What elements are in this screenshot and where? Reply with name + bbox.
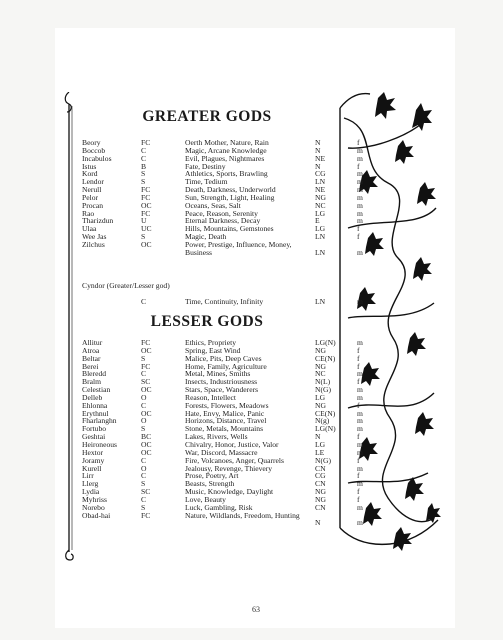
god-sex: m	[357, 447, 363, 457]
god-sex: m	[357, 518, 363, 528]
god-name: Celestian	[82, 385, 111, 395]
god-sex: f	[357, 400, 360, 410]
god-name: Erythnul	[82, 408, 109, 418]
god-alignment: NG	[315, 345, 326, 355]
god-sex: f	[357, 361, 360, 371]
page-number: 63	[252, 605, 260, 614]
god-portfolio: Home, Family, Agriculture	[185, 361, 267, 371]
god-name: Kurell	[82, 463, 102, 473]
god-alignment: N	[315, 432, 321, 442]
god-type: FC	[141, 208, 151, 218]
left-border-ornament	[62, 92, 76, 562]
god-portfolio: Power, Prestige, Influence, Money, Business	[185, 239, 292, 257]
god-alignment: CG	[315, 471, 326, 481]
god-sex: f	[357, 494, 360, 504]
god-alignment: LN	[315, 247, 326, 257]
god-name: Wee Jas	[82, 232, 107, 242]
god-name: Beory	[82, 138, 101, 147]
god-name: Geshtai	[82, 432, 106, 442]
god-portfolio: Ethics, Propriety	[185, 338, 237, 347]
god-sex: m	[357, 408, 363, 418]
god-alignment: NC	[315, 200, 326, 210]
god-alignment: NE	[315, 153, 326, 163]
god-portfolio: Magic, Arcane Knowledge	[185, 145, 267, 155]
god-sex: m	[357, 416, 363, 426]
god-name: Fharlanghn	[82, 416, 117, 426]
god-portfolio: Music, Knowledge, Daylight	[185, 487, 274, 497]
god-alignment: N(g)	[315, 416, 330, 426]
god-type: C	[141, 153, 147, 163]
god-name: Kord	[82, 169, 98, 179]
god-alignment: NG	[315, 494, 326, 504]
god-portfolio: Reason, Intellect	[185, 392, 237, 402]
god-name: Boccob	[82, 145, 106, 155]
god-sex: m	[357, 185, 363, 195]
god-type: C	[141, 455, 147, 465]
greater-gods-heading: GREATER GODS	[142, 108, 272, 125]
god-alignment: CG	[315, 169, 326, 179]
god-portfolio: Athletics, Sports, Brawling	[185, 169, 268, 179]
god-sex: m	[357, 192, 363, 202]
god-type: SC	[141, 487, 151, 497]
god-sex: m	[357, 177, 363, 187]
god-sex: m	[357, 392, 363, 402]
god-type: B	[141, 161, 147, 171]
god-portfolio: Horizons, Distance, Travel	[185, 416, 267, 426]
god-name: Obad-hai	[82, 510, 111, 520]
god-name: Procan	[82, 200, 104, 210]
god-name: Joramy	[82, 455, 105, 465]
god-sex: m	[357, 169, 363, 179]
god-alignment: LG(N)	[315, 338, 336, 347]
god-portfolio: Forests, Flowers, Meadows	[185, 400, 269, 410]
god-name: Llerg	[82, 479, 99, 489]
god-type: FC	[141, 185, 151, 195]
god-alignment: CN	[315, 463, 326, 473]
god-alignment: NG	[315, 400, 326, 410]
god-name: Atroa	[82, 345, 100, 355]
god-sex: f	[357, 138, 360, 147]
god-type: C	[141, 400, 147, 410]
god-portfolio: Stars, Space, Wanderers	[185, 385, 259, 395]
god-type: S	[141, 353, 146, 363]
god-type: O	[141, 416, 147, 426]
god-name: Fortubo	[82, 424, 107, 434]
god-sex: f	[357, 432, 360, 442]
god-portfolio: Beasts, Strength	[185, 479, 235, 489]
god-portfolio: Spring, East Wind	[185, 345, 241, 355]
god-portfolio: Time, Tedium	[185, 177, 228, 187]
god-sex: m	[357, 208, 363, 218]
god-sex: m	[357, 369, 363, 379]
god-sex: f	[357, 377, 360, 387]
god-type: O	[141, 463, 147, 473]
god-name: Heironeous	[82, 439, 118, 449]
god-name: Norebo	[82, 502, 105, 512]
god-type: OC	[141, 200, 152, 210]
god-alignment: LG	[315, 224, 326, 234]
god-alignment: E	[315, 216, 320, 226]
god-portfolio: Fire, Volcanoes, Anger, Quarrels	[185, 455, 284, 465]
god-portfolio: Peace, Reason, Serenity	[185, 208, 258, 218]
god-type: C	[141, 494, 147, 504]
god-sex: f	[357, 224, 360, 234]
god-alignment: LG(N)	[315, 424, 336, 434]
god-type: S	[141, 479, 146, 489]
god-portfolio: Jealousy, Revenge, Thievery	[185, 463, 273, 473]
god-alignment: N	[315, 145, 321, 155]
god-alignment: CE(N)	[315, 408, 336, 418]
god-sex: m	[357, 297, 363, 306]
god-sex: m	[357, 439, 363, 449]
god-alignment: NG	[315, 361, 326, 371]
god-sex: f	[357, 345, 360, 355]
god-alignment: N(G)	[315, 385, 332, 395]
god-portfolio: Insects, Industriousness	[185, 377, 258, 387]
god-portfolio: Hills, Mountains, Gemstones	[185, 224, 274, 234]
god-type: C	[141, 471, 147, 481]
god-portfolio: Death, Darkness, Underworld	[185, 185, 276, 195]
god-sex: m	[357, 200, 363, 210]
god-portfolio: Nature, Wildlands, Freedom, Hunting	[185, 510, 300, 520]
god-alignment: NE	[315, 185, 326, 195]
god-type: C	[141, 369, 147, 379]
god-portfolio: Oceans, Seas, Salt	[185, 200, 241, 210]
god-name: Allitur	[82, 338, 103, 347]
god-alignment: N	[315, 138, 321, 147]
god-name: Ulaa	[82, 224, 97, 234]
god-name: Bralm	[82, 377, 101, 387]
god-sex: m	[357, 463, 363, 473]
god-alignment: LN	[315, 297, 326, 306]
god-name: Hextor	[82, 447, 104, 457]
god-sex: m	[357, 145, 363, 155]
god-portfolio: Sun, Strength, Light, Healing	[185, 192, 275, 202]
god-portfolio: Chivalry, Honor, Justice, Valor	[185, 439, 279, 449]
god-type: OC	[141, 239, 152, 249]
god-sex: f	[357, 232, 360, 242]
god-sex: f	[357, 161, 360, 171]
god-alignment: N(G)	[315, 455, 332, 465]
god-type: OC	[141, 447, 152, 457]
god-sex: m	[357, 153, 363, 163]
god-alignment: N	[315, 161, 321, 171]
god-type: FC	[141, 138, 151, 147]
god-type: OC	[141, 385, 152, 395]
god-portfolio: Love, Beauty	[185, 494, 226, 504]
god-type: S	[141, 177, 146, 187]
god-portfolio: Fate, Destiny	[185, 161, 226, 171]
god-sex: m	[357, 424, 363, 434]
god-portfolio: Evil, Plagues, Nightmares	[185, 153, 265, 163]
god-name: Myhriss	[82, 494, 107, 504]
god-alignment: CN	[315, 502, 326, 512]
god-type: UC	[141, 224, 152, 234]
god-sex: m	[357, 338, 363, 347]
god-name: Delleb	[82, 392, 103, 402]
god-name: Istus	[82, 161, 97, 171]
god-name: Beltar	[82, 353, 101, 363]
god-type: SC	[141, 377, 151, 387]
vine-border-ornament	[338, 88, 446, 556]
god-portfolio: Luck, Gambling, Risk	[185, 502, 253, 512]
god-portfolio: Prose, Poetry, Art	[185, 471, 239, 481]
god-type: S	[141, 169, 146, 179]
god-sex: m	[357, 479, 363, 489]
god-portfolio: Time, Continuity, Infinity	[185, 297, 264, 306]
god-alignment: LG	[315, 392, 326, 402]
god-type: C	[141, 297, 147, 306]
god-alignment: NC	[315, 369, 326, 379]
god-name: Pelor	[82, 192, 99, 202]
god-alignment: N	[315, 518, 321, 528]
god-portfolio: Stone, Metals, Mountains	[185, 424, 264, 434]
god-portfolio: War, Discord, Massacre	[185, 447, 258, 457]
god-type: BC	[141, 432, 152, 442]
god-alignment: LG	[315, 439, 326, 449]
god-sex: f	[357, 455, 360, 465]
god-type: FC	[141, 361, 151, 371]
god-portfolio: Metal, Mines, Smiths	[185, 369, 251, 379]
god-alignment: NG	[315, 487, 326, 497]
god-type: FC	[141, 510, 151, 520]
god-sex: m	[357, 502, 363, 512]
god-alignment: LN	[315, 177, 326, 187]
god-name: Berei	[82, 361, 99, 371]
god-name: Bleredd	[82, 369, 107, 379]
god-name: Zilchus	[82, 239, 105, 249]
god-name: Tharizdun	[82, 216, 114, 226]
god-portfolio: Malice, Pits, Deep Caves	[185, 353, 262, 363]
lesser-gods-heading: LESSER GODS	[150, 313, 264, 330]
god-type: OC	[141, 408, 152, 418]
god-name: Rao	[82, 208, 95, 218]
god-type: OC	[141, 345, 152, 355]
god-name: Lydia	[82, 487, 100, 497]
god-alignment: LN	[315, 232, 326, 242]
god-type: FC	[141, 338, 151, 347]
god-portfolio: Hate, Envy, Malice, Panic	[185, 408, 265, 418]
god-name: Incabulos	[82, 153, 112, 163]
god-sex: f	[357, 353, 360, 363]
god-type: S	[141, 502, 146, 512]
god-type: U	[141, 216, 147, 226]
god-type: O	[141, 392, 147, 402]
god-alignment: NG	[315, 192, 326, 202]
god-sex: f	[357, 487, 360, 497]
god-type: S	[141, 232, 146, 242]
god-sex: m	[357, 216, 363, 226]
god-name: Nerull	[82, 185, 102, 195]
god-portfolio: Eternal Darkness, Decay	[185, 216, 261, 226]
god-portfolio: Magic, Death	[185, 232, 227, 242]
god-alignment: N(L)	[315, 377, 331, 387]
god-sex: f	[357, 471, 360, 481]
god-alignment: CE(N)	[315, 353, 336, 363]
god-portfolio: Lakes, Rivers, Wells	[185, 432, 248, 442]
god-portfolio: Oerth Mother, Nature, Rain	[185, 138, 269, 147]
god-type: C	[141, 145, 147, 155]
god-type: OC	[141, 439, 152, 449]
god-alignment: CN	[315, 479, 326, 489]
god-sex: m	[357, 247, 363, 257]
god-alignment: LE	[315, 447, 325, 457]
god-type: FC	[141, 192, 151, 202]
god-type: S	[141, 424, 146, 434]
god-name: Ehlonna	[82, 400, 108, 410]
god-sex: m	[357, 385, 363, 395]
god-name: Lirr	[82, 471, 94, 481]
cyndor-note: Cyndor (Greater/Lesser god)	[82, 281, 170, 290]
god-name: Lendor	[82, 177, 104, 187]
god-alignment: LG	[315, 208, 326, 218]
